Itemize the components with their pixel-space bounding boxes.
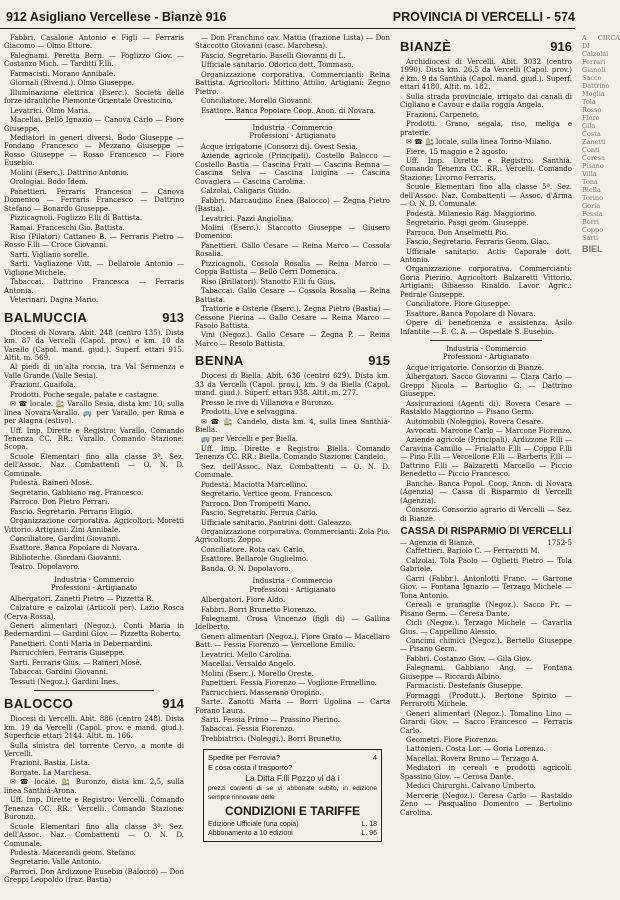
entry: Parrucchieri. Ferraris Giuseppe. <box>10 649 125 658</box>
balmuccia-trades <box>4 595 184 687</box>
entry: Conciliatore. Morello Giovanni. <box>201 97 313 106</box>
entry: Parroco. Don Trompetti Mario. <box>201 499 311 508</box>
facing-line: Ceresa <box>582 154 605 162</box>
entry: Acque irrigatorie. Consorzio di Bianzè. <box>406 363 545 372</box>
entry: Albergatori. Zanetti Pietro — Pizzetta R. <box>10 594 154 603</box>
entry: ✉ ☎ locale. 🚉 Varallo Sesia, dista km. 10, sulla linea Novara-Varallo. 🚌 per Varallo, per Rima e per Alagna (estivo). <box>4 400 184 426</box>
entry: Organizzazione corporativa. Commercianti: Zola Pio. Agricoltori: Zoppo. <box>195 528 390 545</box>
entry: Organizzazione corporativa. Agricoltori: Moretti Vittorio. Artigiani: Zini Annibale. <box>4 517 184 534</box>
entry: Frazioni. Bastia, Lista. <box>10 759 90 768</box>
entry: Segretario. Valle Antonio. <box>10 858 102 867</box>
entry: Fabbri. Casalone Antonio e Figli — Ferraris Giacomo — Olmo Ettore. <box>4 34 184 51</box>
entry: ✉ ☎ locale. 🚉 Buronzo, dista km. 2,5, sulla linea Santhià-Arona. <box>4 778 184 795</box>
entry: Parroco. Don Anselmetti Pio. <box>406 228 509 237</box>
entry: Geometri. Fiore Fiorenzo. <box>406 735 498 744</box>
facing-line: Tola <box>582 98 596 106</box>
entry: Podestà. Milanesio Rag. Maggiorino. <box>406 209 537 218</box>
entry: Calzature e calzolai (Articoli per). Lazio Rosca (Cerva Rossa). <box>4 604 184 621</box>
entry: Banda. O. N. Dopolavoro. <box>201 564 291 573</box>
entry: Illuminazione elettrica (Eserc.). Società delle forze idrauliche Piemonte Orientale Ovesticino. <box>4 88 184 106</box>
town-heading-bianze: BIANZÈ 916 <box>400 39 572 54</box>
entry: Macellai. Versaldo Angelo. <box>201 660 296 669</box>
entry: Sarti. Ferraris Gius. — Raineri Mosè. <box>10 658 142 667</box>
entry: Carri (Fabbr.). Antonlotti Franc. — Garrone Giov. — Fontana Ignazio — Terzago Michele — Tona Antonio. <box>400 574 572 600</box>
entry: Levatrici. Olmo Maria. <box>10 106 91 115</box>
entry: Parroci. Don Ardizzone Eusebio (Balocco) — Don Greppi Leopoldo (fraz. Bastia) <box>4 867 184 885</box>
entry: Sarti. Vigliano sorelle. <box>10 250 90 259</box>
entry: Sulla strada provinciale, irrigato dai canali di Cigliano e Cavour e dalla roggia Angela. <box>400 92 572 110</box>
facing-page-edge <box>582 34 620 896</box>
facing-line: Zanetti <box>582 138 606 146</box>
balmuccia-info <box>4 329 184 572</box>
benna-info <box>195 372 390 573</box>
facing-lines-a <box>582 50 620 242</box>
entry: Podestà. Rainerì Mosè. <box>10 479 92 488</box>
entry: Aziende agricole (Principali). Costello Balocco — Costello Bastia — Cascina Frati — Cascina Remna — Cascina Selva — Cascina Luigina — Cascina Covaglera — Cascina Carolina. <box>195 152 390 186</box>
entry: Riso (Pilatori) Cattaneo B. — Ferraris Pietro — Rosso F.lli — Croce Giovanni. <box>4 232 184 250</box>
entry: Levatrici. Mello Carolina. <box>201 650 292 659</box>
facing-line: Biella <box>582 186 601 194</box>
entry: Archidiocesi di Vercelli. Abit. 3032 (centro 1990). Dista km. 26,5 da Vercelli (Capol. prov.) e km. 9 da Santhià (Capol. mand. giud.). Superf. ettari 4180. Altit. m. 182. <box>400 58 572 92</box>
entry: Uff. Imp. Dirette e Registro: Varallo. Comando Tenenza CC. RR.: Varallo. Comando Stazione: Scopa. <box>4 426 184 452</box>
entry: Farmacisti. Morano Annibale. <box>10 69 116 78</box>
entry: Assicurazioni (Agenti di). Rovera Cesare — Rastaldo Maggiorino — Pisano Germ. <box>400 399 572 417</box>
facing-line: Sarti <box>582 234 599 242</box>
entry: ✉ ☎ 🚉 Candelo, dista km. 4, sulla linea Santhià-Biella. <box>195 417 390 435</box>
entry: Calzolai. Tola Paolo — Oglietti Pietro — Tola Gabriele. <box>400 556 572 574</box>
entry: Uff. Imp. Dirette e Registro: Biella. Comando Tenenza CC. RR.: Biella. Comando Stazione: Candelo. <box>195 444 390 462</box>
entry: Albergatori. Fiore Aldo. <box>201 596 286 605</box>
entry: Segretario. Pasgi geom. Giuseppe. <box>406 219 529 228</box>
entry: Conciliatore. Gardini Giovanni. <box>10 535 121 544</box>
entry: Frazioni. Guaifola. <box>10 381 76 390</box>
facing-page-label: BIEL <box>582 244 603 254</box>
ad-price-2: L. 96 <box>361 830 377 838</box>
facing-line: Calzolai <box>582 50 609 58</box>
entry: Molini (Eserc.). Dattrino Antonio. <box>10 168 129 177</box>
entry: Acque irrigatorie (Consorzi di). Ovest Sesia. <box>201 142 358 151</box>
entry: 🚌 per Vercelli e per Biella. <box>201 435 299 444</box>
entry: Organizzazione corporativa. Commercianti: Goria Pierino. Agricoltori: Balzaretti Vittorio. Artigiani: Gibaesso Rinaldo. Lavor. Agric.: Pedrale Giuseppe. <box>400 265 572 299</box>
cassa-heading: CASSA DI RISPARMIO DI VERCELLI <box>400 526 572 538</box>
town-heading-balmuccia: BALMUCCIA 913 <box>4 309 184 325</box>
entry: ✉ ☎ 🚉 locale, sulla linea Torino-Milano. <box>406 138 552 147</box>
facing-line: Ferrari <box>582 58 606 66</box>
entry: Orologiai. Bodo Idem. <box>10 178 88 187</box>
entry: Pizzicagnoli. Foglizzo F.lli di Battista. <box>10 214 143 223</box>
entry: Formaggi (Produtt.). Bertone Spirito — Ferrarotti Michele. <box>400 691 572 709</box>
entry: Tabaccai. Gardini Giovanni. <box>10 668 109 677</box>
entry: Tabaccai. Fessia Fiorenzo. <box>201 725 295 734</box>
entry: Teatro. Dopolavoro. <box>10 563 80 572</box>
town-heading-benna: BENNA 915 <box>195 353 390 369</box>
ad-edition: Edizione Ufficiale (una copia) <box>208 821 299 829</box>
entry: Panettieri. Gallo Cesare — Reina Marco — Cossola Rosalia. <box>195 241 390 259</box>
entry: Sarti. Fessia Primo — Prassino Pierino. <box>201 715 340 724</box>
entry: Scuole Elementari fino alla classe 3ª. Sez. dell'Assoc. Naz. Combattenti — O. N. D. Comunale. <box>4 452 184 478</box>
facing-line: Fiore <box>582 114 600 122</box>
entry: Riso (Brillatori). Stanotto F.lli fu Gius. <box>201 277 336 286</box>
column-3 <box>400 34 572 896</box>
entry: Panettieri. Fessia Fiorenzo — Voglione Ermellino. <box>201 679 377 688</box>
cassa-code: 1752-5 <box>547 539 572 548</box>
entry: Fabbri. Borri Brunetto Fiorenzo. <box>201 605 317 614</box>
entry: Sarti. Vagliazone Vitt. — Dellarole Antonio — Viglione Michele. <box>4 260 184 277</box>
entry: Conciliatore. Fiore Giuseppe. <box>406 300 511 309</box>
entry: Fascio. Segretario. Ferraris Eligio. <box>10 507 133 516</box>
entry: Presso le rive di Villanova e Buronzo. <box>201 398 334 407</box>
entry: Fiere. 15 maggio e 2 agosto. <box>406 147 508 156</box>
entry: Esattore. Banca Popolare Coop. Anon. di Novara. <box>201 106 376 115</box>
entry: Esattore. Banca Popolare di Novara. <box>406 309 536 318</box>
entry: Cereali e granaglie (Negoz.). Sacco Fr. — Pisano Germ. — Ceresa Dante. <box>400 601 572 618</box>
facing-line: Fessia <box>582 210 603 218</box>
facing-line: Torino <box>582 194 604 202</box>
facing-line: Conti <box>582 146 600 154</box>
entry: Borgate. La Marchesa. <box>10 768 92 777</box>
entry: Giornali (Rivend.). Olmo Giuseppe. <box>10 79 134 88</box>
header-left: 912 Asigliano Vercellese - Bianzè 916 <box>6 10 227 24</box>
entry: Pizzicagnoli. Cossola Rosalia — Reina Marco — Coppa Battista — Bellò Cerri Domenica. <box>195 259 390 277</box>
entry: Esattore. Banca Popolare di Novara. <box>10 544 140 553</box>
entry: Podestà. Macerandi geom. Stefano. <box>10 848 136 857</box>
asigliano-trades <box>4 34 184 305</box>
entry: Conciliatore. Rota cav. Carlo. <box>201 545 305 554</box>
entry: Scuole Elementari fino alla classe 5ª. Sez. dell'Assoc. Naz. Combattenti — Assoc. d'Arma — O. N. D. Comunale. <box>400 183 572 209</box>
facing-page-head: A CIRCA DI <box>582 34 620 50</box>
facing-line: Gianoli <box>582 66 606 74</box>
entry: Sez. dell'Assoc. Naz. Combattenti — O. N. D. Comunale. <box>195 462 390 480</box>
section-heading: Industria - Commercio Professioni - Artigianato <box>50 575 138 593</box>
cassa-subtitle: — Agenzia di Bianzè. <box>400 539 475 548</box>
facing-line: Sacco <box>582 74 602 82</box>
entry: Opere di beneficenza e assistenza. Asilo Infantile — E. C. A. — Ospedale S. Eusebio. <box>400 319 572 336</box>
ad-line-3: La Ditta F.lli Pozzo vi dà i <box>245 773 340 784</box>
facing-line: Borri <box>582 218 599 226</box>
entry: Esattore. Bellarole Guglielmo. <box>201 555 309 564</box>
ad-line-1: Spedite per Ferrovia? <box>208 753 281 763</box>
facing-line: Coppo <box>582 226 604 234</box>
benna-trades <box>195 596 390 743</box>
entry: Sulla sinistra del torrente Cervo, a monte di Vercelli. <box>4 741 184 758</box>
entry: Vini (Negoz.). Gallo Cesare — Zegna P. — Reina Marco — Resolo Battista. <box>195 331 390 348</box>
entry: — Don Franchino cav. Mattia (frazione Lista) — Don Staccotto Giovanni (casc. Marchesa). <box>195 34 390 51</box>
entry: Uff. Imp. Dirette e Registro: Santhià. Comando Tenenza CC. RR.: Vercelli. Comando Stazione: Livorno Ferraris. <box>400 156 572 182</box>
running-header <box>0 8 575 29</box>
entry: Prodotti. Grano, segala, riso, meliga e praterie. <box>400 120 572 137</box>
entry: Avvocati. Marcone Carlo — Marcone Fiorenzo. <box>406 427 572 436</box>
entry: Generi alimentari (Negoz.). Fiore Grato — Macellaro Batt. — Fessia Fiorenzo — Vercellone Emilio. <box>195 632 390 650</box>
entry: Diocesi di Novara. Abit. 248 (centro 135). Dista km. 87 da Vercelli (Capol. prov.) e km. 10 da Varallo (Capol. mand. giud.). Superf. ettari 915. Altit. m. 569. <box>4 328 184 362</box>
entry: Macellai. Rovera Bruno — Terzago A. <box>406 754 539 763</box>
ad-number: 4 <box>372 753 377 763</box>
ad-line-2: E cosa costa il trasporto? <box>208 763 293 773</box>
ad-line-4: prezzi correnti di se vi abbonate subito, in edizione sempre rinnovate delle <box>208 785 377 802</box>
entry: Cicli (Negoz.). Terzago Michele — Cavarlia Gius. — Cappellino Alessio. <box>400 619 572 636</box>
entry: Tessuti (Negoz.). Gardini Ines. <box>10 677 119 686</box>
entry: Veterinari. Dagna Mario. <box>10 296 99 305</box>
entry: Fascio. Segretario. Baselli Giovanni di L. <box>201 51 346 60</box>
entry: Diocesi di Biella. Abit. 636 (centro 629). Dista km. 33 da Vercelli (Capol. prov.), km. 9 da Biella (Capol. mand. giud.). Superf. ettari 938. Altit. m. 277. <box>195 372 390 398</box>
entry: Falegnami. Peretta Bern. — Foglizzo Giov. — Costanzo Mich. — Tarditti F.lli. <box>4 51 184 69</box>
facing-line: Gila <box>582 122 596 130</box>
facing-line: Dattrino <box>582 82 610 90</box>
entry: Consorzi. Consorzio agrario di Vercelli — Sez. di Bianzè. <box>400 506 572 523</box>
facing-line: Tona <box>582 178 598 186</box>
entry: Farmacisti. Destefanis Giuseppe. <box>406 682 524 691</box>
advertisement-box <box>203 749 382 842</box>
ad-price-1: L. 18 <box>361 821 377 829</box>
entry: Organizzazione corporativa. Commercianti: Reina Battista. Agricoltori: Mittino Attilio. Artigiani: Zegno Pietro. <box>195 70 390 96</box>
column-2 <box>195 34 390 896</box>
entry: Molini (Eserc.). Morello Oreste. <box>201 669 314 678</box>
entry: Trattorie e Osterie (Eserc.). Zegna Pietro (Bastia) — Cessone Pierina — Gallo Cesare — Reina Marco — Fasolo Battista. <box>195 305 390 330</box>
divider <box>225 119 360 120</box>
bianze-info <box>400 58 572 336</box>
entry: Molini (Eserc.). Staccotto Giuseppe — Giusero Domenico. <box>195 223 390 241</box>
entry: Panettieri. Ferraris Francesca — Canova Domenico — Ferraris Francesco — Dattrino Stefano — Bonardo Giuseppe. <box>4 187 184 213</box>
entry: Trebbiatrici. (Noleggi.). Borri Brunetto. <box>201 734 342 743</box>
divider <box>34 690 154 691</box>
entry: Ufficiale sanitario. Actis Caporale dott. Antonio. <box>400 247 572 264</box>
entry: Generi alimentari (Negoz.). Tomalino Lino — Girardi Giov. — Sacco Francesco — Ferraris Carlo. <box>400 709 572 735</box>
entry: Fabbri. Marcaudino Enea (Balocco) — Zegna Pietro (Bastia). <box>195 196 390 214</box>
entry: Panettieri. Conti Maria in Debernardini. <box>10 639 153 648</box>
entry: Generi alimentari (Negoz.). Conti Maria in Bedernardini — Gardini Giov. — Pizzetta Roberto. <box>4 622 184 639</box>
section-heading: Industria - Commercio Professioni - Artigianato <box>442 345 530 362</box>
entry: Parroco. Don Pietro Ferrari. <box>10 498 110 507</box>
section-heading: Industria - Commercio Professioni - Artigianato <box>249 124 336 141</box>
entry: Podestà. Maciotta Marcellino. <box>201 480 308 489</box>
divider <box>430 340 542 341</box>
entry: Fabbri. Costanzo Giov. — Gila Giov. <box>406 654 532 663</box>
entry: Al piedi di un'alta roccia, tra Val Sermenza e Valle Grande (Valle Sesia). <box>4 363 184 380</box>
entry: Ramai. Franceschi Gio. Battista. <box>10 223 125 232</box>
town-heading-balocco: BALOCCO 914 <box>4 696 184 712</box>
entry: Segretario. Vertice geom. Francesco. <box>201 490 333 499</box>
bianze-trades-cont <box>400 547 572 817</box>
entry: Caffettieri. Bariolo C. — Ferrarotti M. <box>406 547 540 556</box>
entry: Diocesi di Vercelli. Abit. 886 (centro 248). Dista km. 19 da Vercelli (Capol. prov. e mand. giud.). Superficie ettari 2144. Altit. m. 166. <box>4 715 184 741</box>
ad-subscription: Abbonamento a 10 edizioni <box>208 830 293 838</box>
entry: Macellai. Bellò Ignazio — Canova Carlo — Fiore Giuseppe. <box>4 116 184 133</box>
entry: Mediatori in generi diversi. Bodo Giuseppe — Fondano Francesco — Mezzano Giuseppe — Rosso Giuseppe — Rosso Francesco — Fiore Eusebio. <box>4 133 184 168</box>
entry: Lattonieri. Costa Lor. — Goria Lorenzo. <box>406 745 546 754</box>
facing-line: Pisano <box>582 162 604 170</box>
entry: Tabaccai. Dattrino Francesca — Ferraris Antonia. <box>4 278 184 295</box>
facing-line: Rosso <box>582 106 602 114</box>
entry: Mediatori in cereali e prodotti agricoli. Spassino Giov. — Cerosa Dante. <box>400 764 572 781</box>
bianze-trades <box>400 364 572 523</box>
entry: Ufficiale sanitario. Pantrini dott. Galeazzo. <box>201 518 352 527</box>
entry: Falegnami. Crosa Vincenzo (figli di) — Gallina Idelberto. <box>195 615 390 632</box>
entry: Fascio. Segretario. Ferrua Carlo. <box>201 509 318 518</box>
balocco-info <box>4 715 184 885</box>
entry: Frazioni. Carpeneto. <box>406 110 479 119</box>
entry: Segretario. Gabbiano rag. Francesco. <box>10 488 144 497</box>
entry: Fascio. Segretario. Ferraris Geom. Giac. <box>406 238 549 247</box>
entry: Tabaccai. Gallo Cesare — Cossola Rosalia — Reina Battista. <box>195 287 390 304</box>
entry: Sarte. Zanotti Maria — Borri Ugolina — Carta Forano Laura. <box>195 698 390 715</box>
entry: Albergatori. Sacco Giovanni — Clara Carlo — Greppi Nicola — Barioglio G. — Dattrino Giuseppe. <box>400 373 572 399</box>
entry: Prodotti. Poche segale, patate e castagne. <box>10 390 160 399</box>
entry: Biblioteche. Giordani Giovanni. <box>10 553 122 562</box>
entry: Calzolai. Caligaris Guido. <box>201 187 291 196</box>
entry: Parrucchieri. Masserano Oropino. <box>201 688 322 697</box>
facing-line: Moglia <box>582 90 605 98</box>
balocco-trades <box>195 143 390 348</box>
entry: Levatrici. Pazzi Angiolina. <box>201 214 294 223</box>
entry: Concimi chimici (Negoz.). Bertello Giuseppe — Pisano Germ. <box>400 637 572 654</box>
entry: Ufficiale sanitario. Odorico dott. Tommaso. <box>201 61 354 70</box>
entry: Uff. Imp. Dirette e Registro: Vercelli. Comando Tenenza CC. RR.: Vercelli. Comando Stazione: Buronzo. <box>4 796 184 822</box>
entry: Scuole Elementari fino alla classe 3ª. Sez. dell'Assoc. Naz. Combattenti — O. N. D. Comunale. <box>4 822 184 848</box>
entry: Mercerie (Negoz.). Ceresa Carlo — Rastaldo Zeno — Pasqualino Domenico — Bertolino Carolina. <box>400 791 572 817</box>
entry: Medici Chirurghi. Calvano Umberto. <box>406 782 536 791</box>
entry: Falegnami. Gabbiano Ang. — Fontana Giuseppe — Riccardi Albino. <box>400 664 572 681</box>
entry: Automobili (Noleggio). Rovera Cesare. <box>406 417 544 426</box>
facing-line: Goria <box>582 202 601 210</box>
balocco-info-cont <box>195 34 390 115</box>
section-heading: Industria - Commercio Professioni - Artigianato <box>249 577 336 594</box>
header-right: PROVINCIA DI VERCELLI - 574 <box>392 10 575 24</box>
entry: Prodotti. Uve e selvaggina. <box>201 408 298 417</box>
facing-line: Costa <box>582 130 601 138</box>
ad-headline: CONDIZIONI E TARIFFE <box>224 804 361 819</box>
facing-line: Villa <box>582 170 597 178</box>
entry: Aziende agricole (Principali). Ardizzone F.lli — Caravina Camillo — Frialatto F.lli — Coppo F.lli — Pino F.lli — Vercellone F.lli — Barberis F.lli — Dattrino F.lli — Balzaretti Marcello — Piccio Benedetto — Piccio Francesco. <box>400 436 572 479</box>
column-1 <box>4 34 184 896</box>
entry: Banche. Banca Popol. Coop. Anon. di Novara (Agenzia) — Cassa di Risparmio di Vercelli (Agenzia). <box>400 479 572 505</box>
